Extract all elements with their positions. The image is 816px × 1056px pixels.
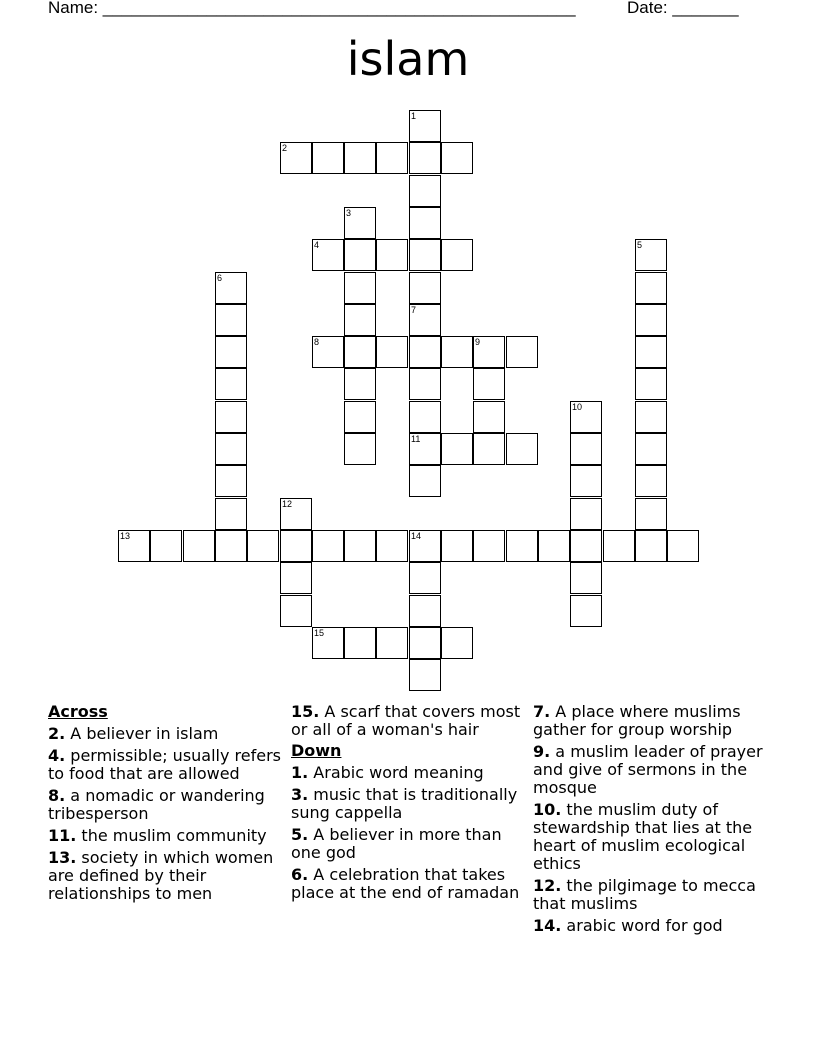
clue-number: 11 [411,434,421,444]
clue-number: 6 [217,273,223,283]
clue-down-1: 1. Arabic word meaning [291,763,484,782]
name-line[interactable]: __________________________________________________ [102,0,576,17]
clue-across-4: 4. permissible; usually refers to food that are allowed [48,746,281,783]
grid-cell[interactable] [376,336,408,368]
grid-cell[interactable] [312,627,344,659]
grid-cell[interactable] [667,530,699,562]
grid-cell[interactable] [409,272,441,304]
grid-cell[interactable] [215,401,247,433]
grid-cell[interactable] [215,336,247,368]
grid-cell[interactable] [473,336,505,368]
grid-cell[interactable] [312,239,344,271]
clue-number: 8 [314,337,320,347]
grid-cell[interactable] [376,530,408,562]
grid-cell[interactable] [312,530,344,562]
clue-down-9: 9. a muslim leader of prayer and give of sermons in the mosque [533,742,763,797]
grid-cell[interactable] [409,595,441,627]
clue-down-6: 6. A celebration that takes place at the end of ramadan [291,865,520,902]
grid-cell[interactable] [409,562,441,594]
grid-cell[interactable] [473,368,505,400]
clue-down-3: 3. music that is traditionally sung cappella [291,785,518,822]
grid-cell[interactable] [344,272,376,304]
clue-across-2: 2. A believer in islam [48,724,219,743]
grid-cell[interactable] [570,595,602,627]
grid-cell[interactable] [506,336,538,368]
grid-cell[interactable] [215,304,247,336]
grid-cell[interactable] [570,498,602,530]
grid-cell[interactable] [215,465,247,497]
grid-cell[interactable] [376,142,408,174]
grid-cell[interactable] [344,368,376,400]
grid-cell[interactable] [635,368,667,400]
grid-cell[interactable] [409,239,441,271]
grid-cell[interactable] [570,401,602,433]
grid-cell[interactable] [280,498,312,530]
across-heading: Across [48,702,108,721]
grid-cell[interactable] [441,336,473,368]
grid-cell[interactable] [473,401,505,433]
grid-cell[interactable] [118,530,150,562]
grid-cell[interactable] [570,562,602,594]
grid-cell[interactable] [441,627,473,659]
date-line[interactable]: _______ [672,0,739,17]
grid-cell[interactable] [635,336,667,368]
grid-cell[interactable] [473,530,505,562]
name-label: Name: __________________________________________________ [48,0,576,17]
grid-cell[interactable] [280,142,312,174]
grid-cell[interactable] [215,433,247,465]
grid-cell[interactable] [312,142,344,174]
clue-down-12: 12. the pilgimage to mecca that muslims [533,876,756,913]
grid-cell[interactable] [215,530,247,562]
grid-cell[interactable] [570,530,602,562]
grid-cell[interactable] [409,368,441,400]
clue-down-7: 7. A place where muslims gather for group worship [533,702,741,739]
grid-cell[interactable] [635,498,667,530]
grid-cell[interactable] [215,368,247,400]
grid-cell[interactable] [409,401,441,433]
clue-number: 5 [637,240,643,250]
down-heading: Down [291,741,342,760]
grid-cell[interactable] [409,175,441,207]
grid-cell[interactable] [215,498,247,530]
grid-cell[interactable] [344,207,376,239]
date-label: Date: _______ [627,0,739,17]
grid-cell[interactable] [312,336,344,368]
clue-number: 1 [411,111,417,121]
clue-number: 3 [346,208,352,218]
grid-cell[interactable] [344,401,376,433]
grid-cell[interactable] [441,239,473,271]
grid-cell[interactable] [280,595,312,627]
grid-cell[interactable] [635,401,667,433]
grid-cell[interactable] [280,562,312,594]
grid-cell[interactable] [570,465,602,497]
grid-cell[interactable] [409,336,441,368]
grid-cell[interactable] [344,336,376,368]
grid-cell[interactable] [409,110,441,142]
grid-cell[interactable] [506,530,538,562]
grid-cell[interactable] [409,465,441,497]
grid-cell[interactable] [344,627,376,659]
grid-cell[interactable] [635,304,667,336]
clue-number: 7 [411,305,417,315]
clue-number: 14 [411,531,422,541]
grid-cell[interactable] [150,530,182,562]
grid-cell[interactable] [409,433,441,465]
grid-cell[interactable] [603,530,635,562]
grid-cell[interactable] [506,433,538,465]
grid-cell[interactable] [570,433,602,465]
clue-across-13: 13. society in which women are defined by their relationships to men [48,848,274,903]
grid-cell[interactable] [441,142,473,174]
clue-across-8: 8. a nomadic or wandering tribesperson [48,786,265,823]
clue-number: 4 [314,240,320,250]
grid-cell[interactable] [635,465,667,497]
grid-cell[interactable] [409,627,441,659]
clue-number: 15 [314,628,325,638]
clues-column-2 [291,700,527,902]
grid-cell[interactable] [441,433,473,465]
grid-cell[interactable] [538,530,570,562]
puzzle-title: islam [346,32,470,86]
clues-column-3 [533,700,773,935]
grid-cell[interactable] [473,433,505,465]
clue-number: 9 [475,337,481,347]
grid-cell[interactable] [409,207,441,239]
grid-cell[interactable] [635,239,667,271]
grid-cell[interactable] [635,433,667,465]
grid-cell[interactable] [409,659,441,691]
grid-cell[interactable] [344,304,376,336]
grid-cell[interactable] [409,142,441,174]
grid-cell[interactable] [441,530,473,562]
clue-down-5: 5. A believer in more than one god [291,825,502,862]
clue-down-14: 14. arabic word for god [533,916,723,935]
grid-cell[interactable] [635,272,667,304]
grid-cell[interactable] [344,142,376,174]
clue-across-15: 15. A scarf that covers most or all of a woman's hair [291,702,521,739]
grid-cell[interactable] [344,239,376,271]
grid-cell[interactable] [635,530,667,562]
grid-cell[interactable] [376,627,408,659]
grid-cell[interactable] [409,304,441,336]
clue-across-11: 11. the muslim community [48,826,267,845]
clue-number: 12 [282,499,293,509]
grid-cell[interactable] [280,530,312,562]
clue-number: 2 [282,143,288,153]
grid-cell[interactable] [409,530,441,562]
clue-number: 10 [572,402,583,412]
grid-cell[interactable] [215,272,247,304]
grid-cell[interactable] [183,530,215,562]
grid-cell[interactable] [344,530,376,562]
clue-number: 13 [120,531,131,541]
grid-cell[interactable] [376,239,408,271]
clue-down-10: 10. the muslim duty of stewardship that lies at the heart of muslim ecological ethics [533,800,753,873]
clues-column-1 [48,700,284,903]
grid-cell[interactable] [247,530,279,562]
grid-cell[interactable] [344,433,376,465]
